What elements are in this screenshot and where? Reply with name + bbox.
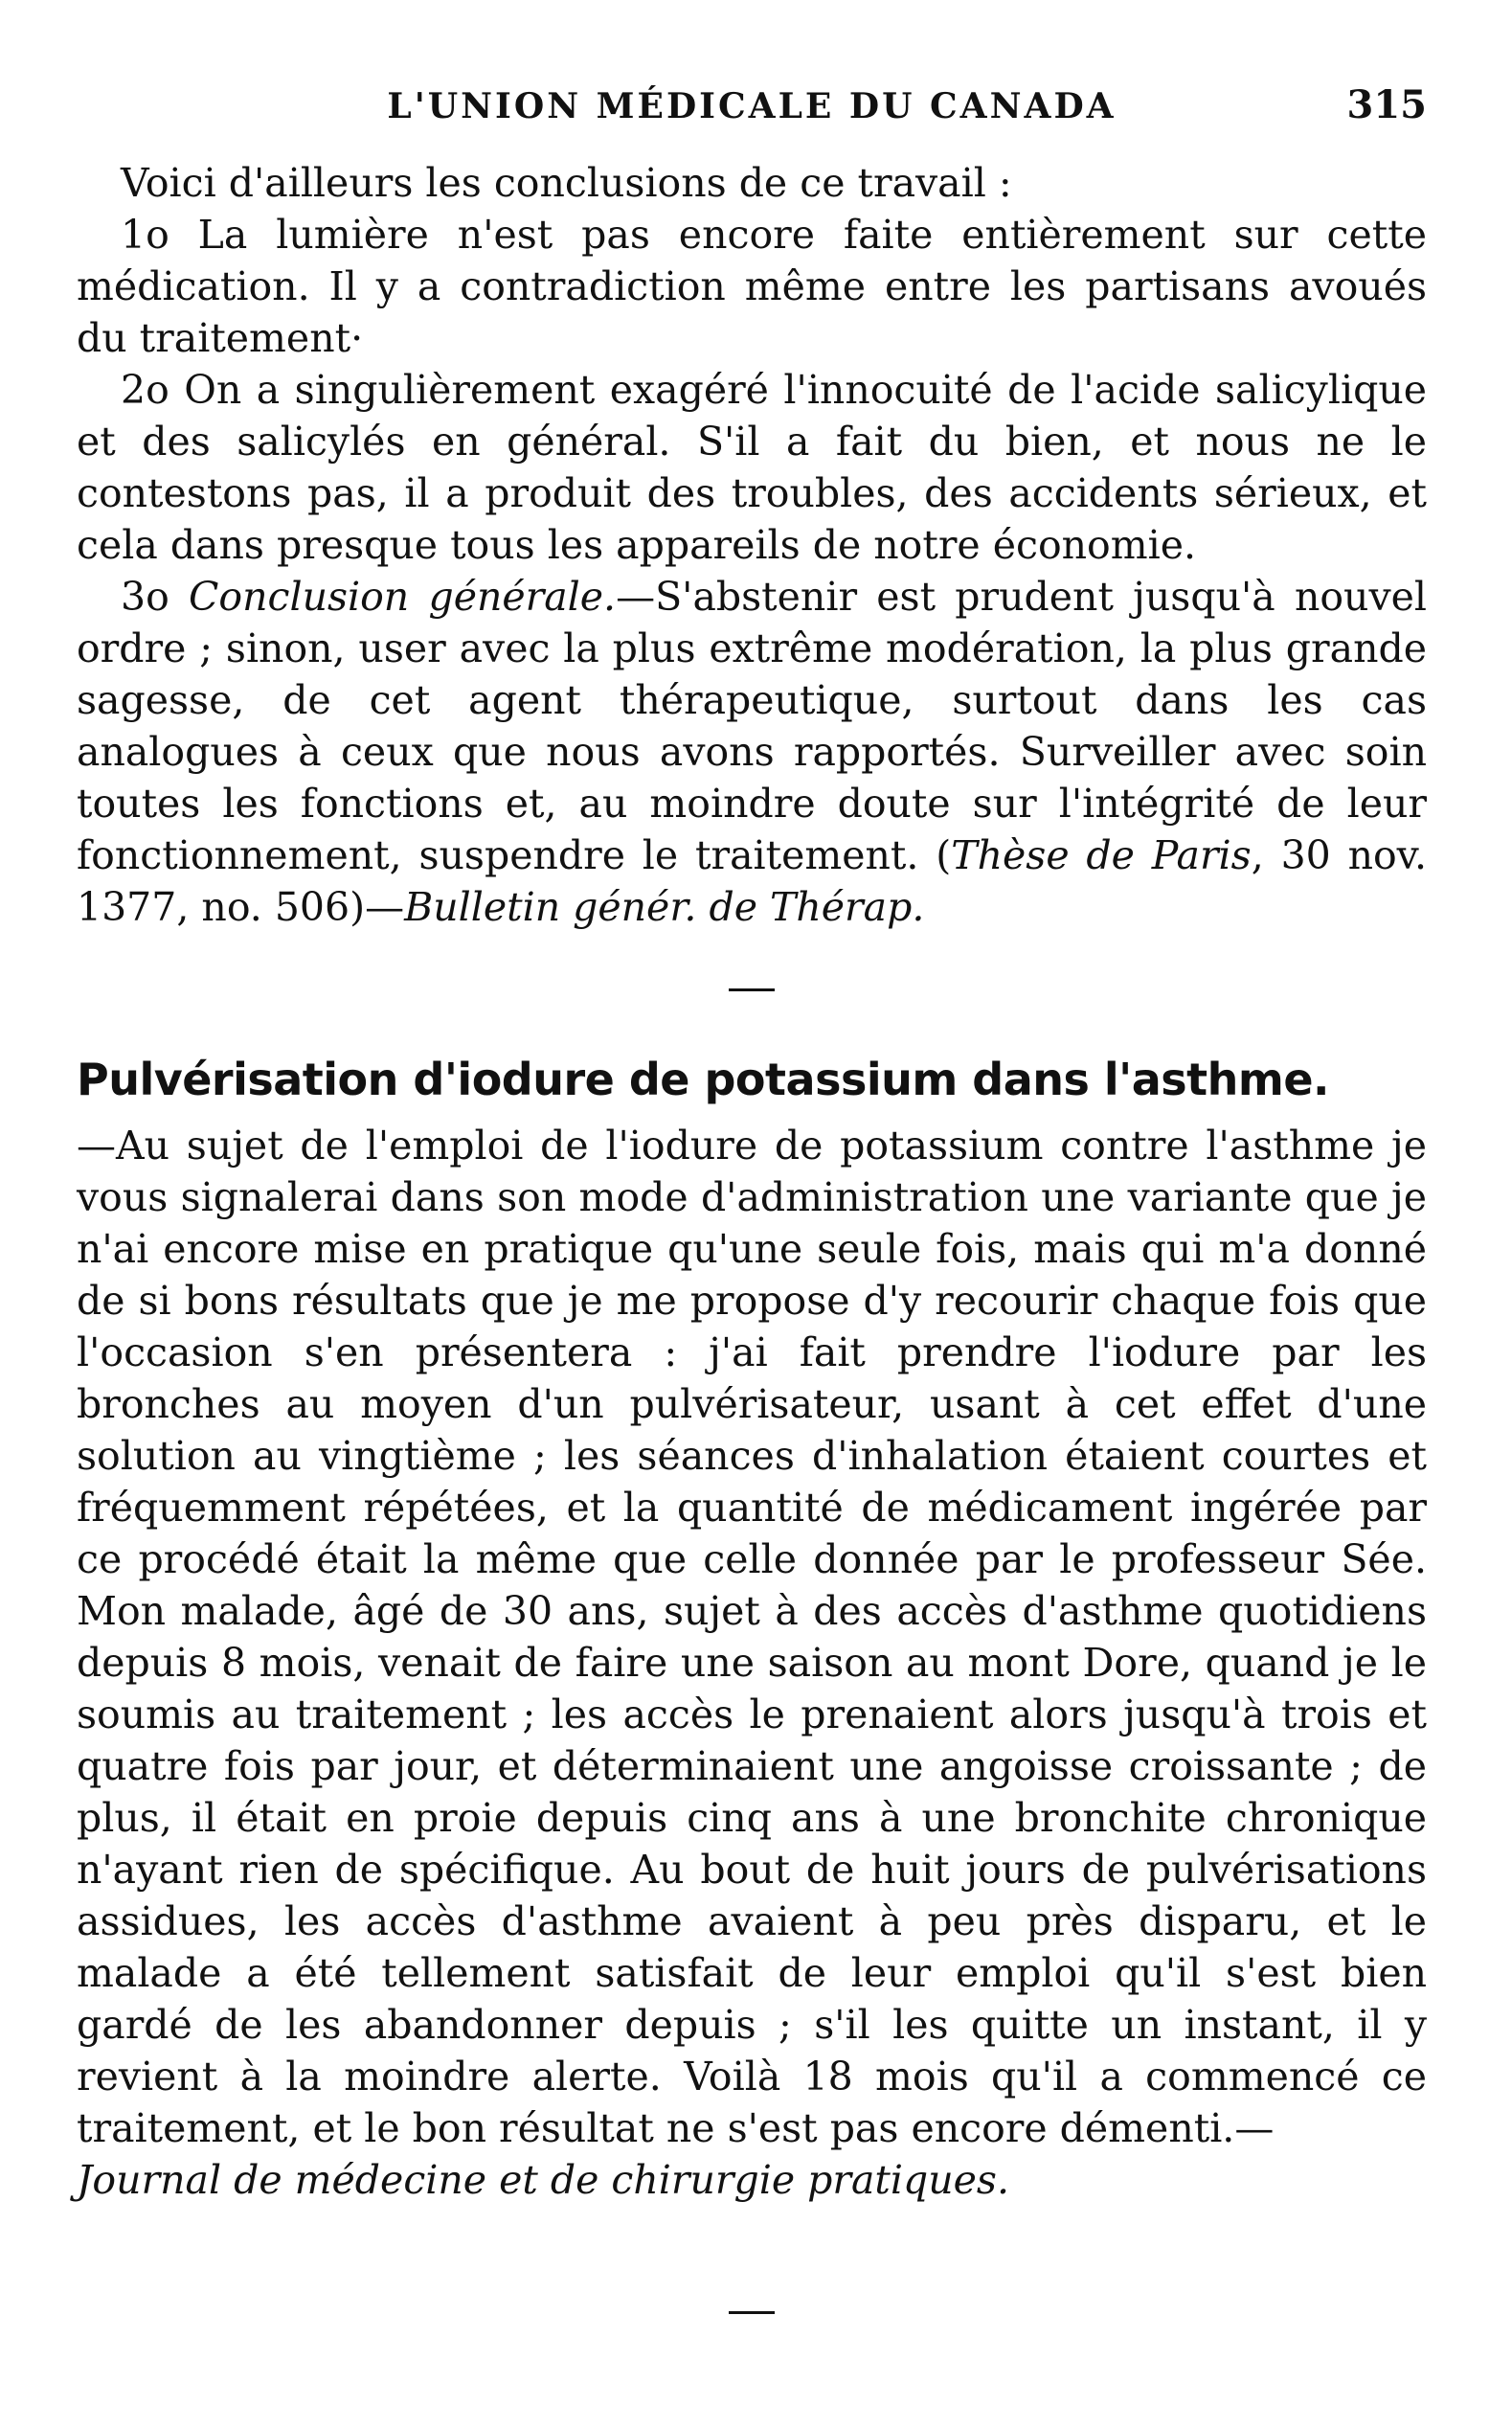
source-details: , 30 nov. 1377, no. 506)—	[77, 832, 1427, 930]
item-3-heading: Conclusion générale.	[189, 574, 617, 620]
conclusion-item-2: 2o On a singulièrement exagéré l'innocuité de l'acide salicylique et des salicylés en général. S'il a fait du bien, et nous ne le contestons pas, il a produit des troubles, des accidents sérieux, et cela dans presque tous les appareils de notre économie.	[77, 367, 1427, 568]
item-3-text: —S'abstenir est prudent jusqu'à nouvel ordre ; sinon, user avec la plus extrême modération, la plus grande sagesse, de cet agent thérapeutique, surtout dans les cas analogues à ceux que nous avons rapportés. Surveiller avec soin toutes les fonctions et, au moindre doute sur l'intégrité de leur fonctionnement, suspendre le traitement. (	[77, 574, 1427, 878]
article-iodide-asthma	[77, 1120, 1427, 2206]
article-salicylate-conclusions	[77, 157, 1427, 933]
document-page	[77, 77, 1427, 2404]
article-body: —Au sujet de l'emploi de l'iodure de potassium contre l'asthme je vous signalerai dans son mode d'administration une variante que je n'ai encore mise en pratique qu'une seule fois, mais qui m'a donné de si bons résultats que je me propose d'y recourir chaque fois que l'occasion s'en présentera : j'ai fait prendre l'iodure par les bronches au moyen d'un pulvérisateur, usant à cet effet d'une solution au vingtième ; les séances d'inhalation étaient courtes et fréquemment répétées, et la quantité de médicament ingérée par ce procédé était la même que celle donnée par le professeur Sée. Mon malade, âgé de 30 ans, sujet à des accès d'asthme quotidiens depuis 8 mois, venait de faire une saison au mont Dore, quand je le soumis au traitement ; les accès le prenaient alors jusqu'à trois et quatre fois par jour, et déterminaient une angoisse croissante ; de plus, il était en proie depuis cinq ans à une bronchite chronique n'ayant rien de spécifique. Au bout de huit jours de pulvérisations assidues, les accès d'asthme avaient à peu près disparu, et le malade a été tellement satisfait de leur emploi qu'il s'est bien gardé de les abandonner depuis ; s'il les quitte un instant, il y revient à la moindre alerte. Voilà 18 mois qu'il a commencé ce traitement, et le bon résultat ne s'est pas encore démenti.—	[77, 1123, 1427, 2151]
item-3-number: 3o	[121, 574, 169, 620]
end-divider	[729, 2311, 775, 2314]
source-thesis: Thèse de Paris	[951, 832, 1252, 878]
conclusion-item-3	[77, 571, 1427, 933]
running-head	[77, 77, 1427, 144]
article-source	[77, 2154, 1427, 2206]
article-title: Pulvérisation d'iodure de potassium dans l'asthme.	[77, 1054, 1330, 1105]
conclusion-item-1: 1o La lumière n'est pas encore faite entièrement sur cette médication. Il y a contradiction même entre les partisans avoués du traitement·	[77, 212, 1427, 361]
source-journal: Bulletin génér. de Thérap.	[404, 884, 925, 930]
section-divider	[729, 988, 775, 991]
article-source-journal: Journal de médecine et de chirurgie pratiques.	[77, 2157, 1010, 2203]
conclusions-intro: Voici d'ailleurs les conclusions de ce travail :	[121, 160, 1012, 206]
page-number: 315	[1346, 82, 1427, 127]
running-title: L'UNION MÉDICALE DU CANADA	[387, 86, 1117, 126]
